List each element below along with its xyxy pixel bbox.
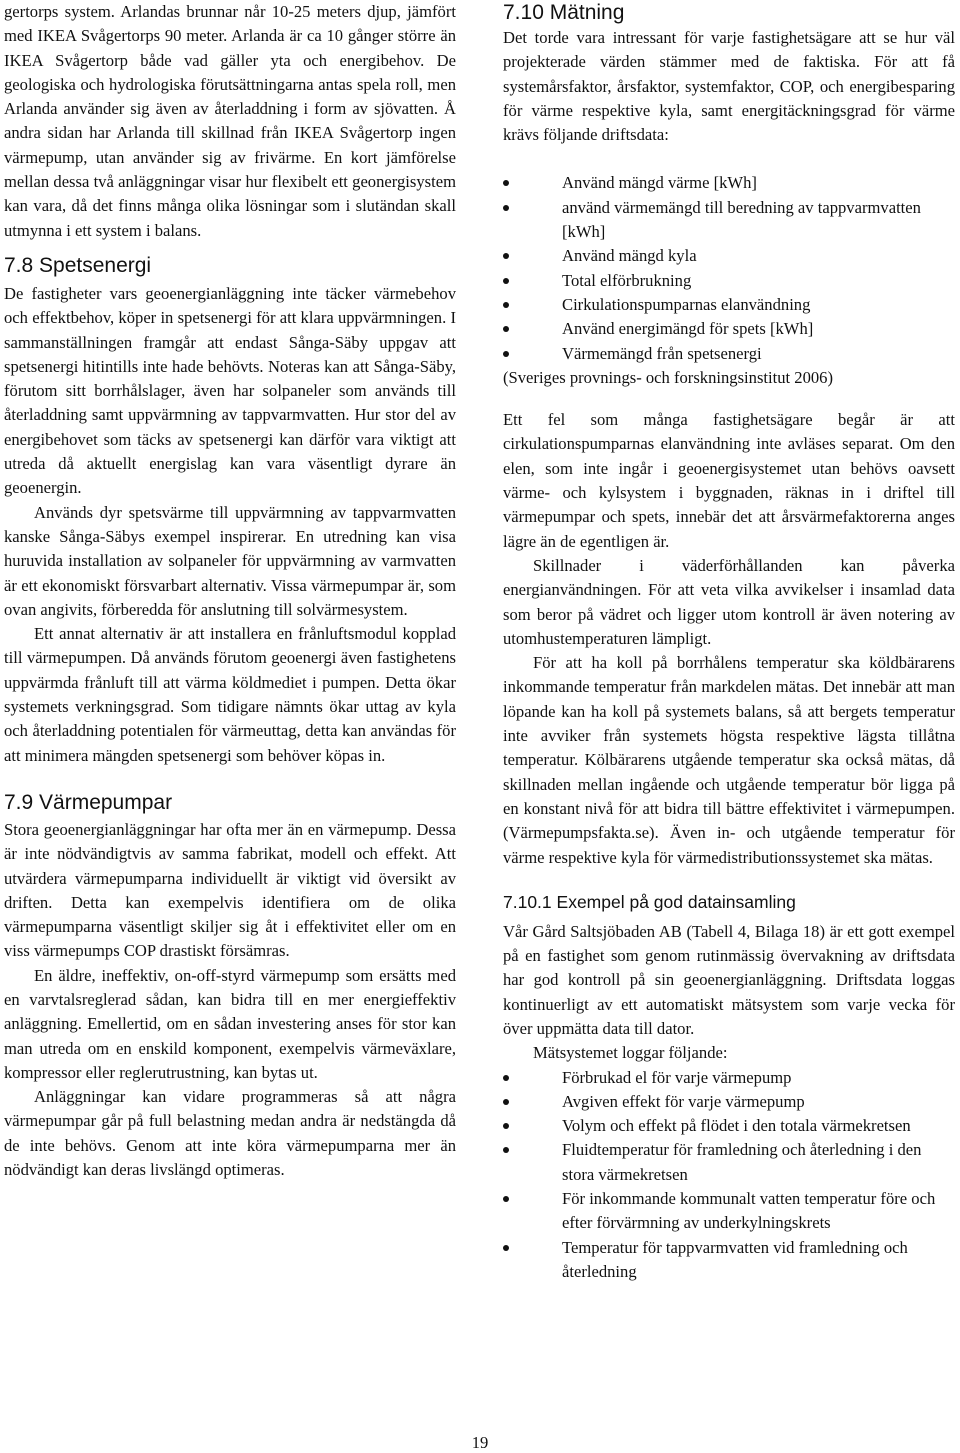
list-item: Använd mängd kyla (503, 244, 955, 268)
driftsdata-list (503, 171, 955, 365)
list-item: Total elförbrukning (503, 269, 955, 293)
paragraph-7-8-2: Används dyr spetsvärme till uppvärmning av tappvarmvatten kanske Sånga-Säbys exempel inspirerar. En utredning kan visa huruvida installation av solpaneler för uppvärmning av varmvatten är ett ekonomiskt försvarbart alternativ. Vissa värmepumpar är, som ovan angivits, förberedda för anslutning till solvärmesystem. (4, 502, 456, 619)
list-item: Värmemängd från spetsenergi (503, 342, 955, 366)
paragraph-intro: gertorps system. Arlandas brunnar når 10-25 meters djup, jämfört med IKEA Svågertorps 90 meter. Arlanda är ca 10 gånger större än IKEA Svågertorp både vad gäller yta och energibehov. De geologiska och hydrologiska förutsättningarna antas spela roll, men Arlanda använder sig även av återladdning i form av sjövatten. Å andra sidan har Arlanda till skillnad från IKEA Svågertorp ingen värmepump, utan använder sig av frivärme. En kort jämförelse mellan dessa två anläggningar visar hur flexibelt ett geonergisystem kan vara, då det finns många olika lösningar som i slutändan skall utmynna i ett system i balans. (4, 2, 456, 240)
source-citation: (Sveriges provnings- och forskningsinstitut 2006) (503, 367, 834, 387)
paragraph-7-10-1: Det torde vara intressant för varje fastighetsägare att se hur väl projekterade värden stämmer med de faktiska. För att få systemårsfaktor, årsfaktor, systemfaktor, COP, och energibesparing för värme respektive kyla, samt energitäckningsgrad för värme krävs följande driftsdata: (503, 28, 955, 145)
paragraph-7-9-2: En äldre, ineffektiv, on-off-styrd värmepump som ersätts med en varvtalsreglerad sådan, kan bidra till en mer energieffektiv anläggning. Emellertid, om en sådan investering anses för stor kan man utreda om en enskild komponent, exempelvis värmeväxlare, kompressor eller reglerutrustning, kan bytas ut. (4, 965, 456, 1082)
right-column (503, 0, 955, 1284)
matsystem-list (503, 1066, 955, 1285)
list-item: Volym och effekt på flödet i den totala värmekretsen (503, 1114, 955, 1138)
paragraph-7-9-3: Anläggningar kan vidare programmeras så att några värmepumpar går på full belastning medan andra är nedstängda då de inte behövs. Genom att inte köra värmepumparna mer än nödvändigt kan deras livslängd optimeras. (4, 1087, 456, 1180)
heading-7-8-spetsenergi: 7.8 Spetsenergi (4, 253, 152, 277)
paragraph-7-10-1-1: Vår Gård Saltsjöbaden AB (Tabell 4, Bilaga 18) är ett gott exempel på en fastighet som genom rutinmässig övervakning av driftsdata har god kontroll på sin geoenergianläggning. Driftsdata loggas kontinuerligt av ett automatiskt mätsystem som varje vecka för över uppmätta data till dator. (503, 921, 955, 1038)
list-item: Temperatur för tappvarmvatten vid framledning och återledning (503, 1236, 955, 1285)
paragraph-7-10-4: För att ha koll på borrhålens temperatur ska köldbärarens inkommande temperatur från markdelen mätas. Det innebär att man löpande kan ha koll på systemets balans, så att bergets temperatur inte avviker från systemets högsta respektive lägsta tillåtna temperatur. Kölbärarens utgående temperatur ska också mätas, då skillnaden mellan ingående och utgående temperatur bör ligga på en konstant nivå för att bidra till bättre effektivitet i värmepumpen. (Värmepumpsfakta.se). Även in- och utgående temperatur för värme respektive kyla för värmedistributionssystemet ska mätas. (503, 653, 955, 867)
list-item: Cirkulationspumparnas elanvändning (503, 293, 955, 317)
list-item: Använd energimängd för spets [kWh] (503, 317, 955, 341)
paragraph-7-8-1: De fastigheter vars geoenergianläggning inte täcker värmebehov och effektbehov, köper in spetsenergi för att klara uppvärmningen. I sammanställningen framgår att endast Sånga-Säby uppgav att spetsenergi hitintills inte hade behövts. Noteras kan att Sånga-Säby, förutom sitt borrhålslager, även har solpaneler som används till återladdning samt uppvärmning av tappvarmvatten. Hur stor del av energibehovet som täcks av spetsenergi kan därför vara viktigt att utreda då aktuellt energislag kan vara väsentligt dyrare än geoenergin. (4, 283, 456, 498)
paragraph-7-8-3: Ett annat alternativ är att installera en frånluftsmodul kopplad till värmepumpen. Då används förutom geoenergi även fastighetens uppvärmda frånluft till att värma köldmediet i pumpen. Detta ökar systemets verkningsgrad. Som tidigare nämnts ökar uttag av kyla och återladdning potentialen för värmeuttag, detta kan användas för att minimera mängden spetsenergi som behöver köpas in. (4, 624, 456, 765)
list-item: För inkommande kommunalt vatten temperatur före och efter förvärmning av underkylningskrets (503, 1187, 955, 1236)
paragraph-7-10-1-2: Mätsystemet loggar följande: (533, 1043, 728, 1063)
list-item: Använd mängd värme [kWh] (503, 171, 955, 195)
list-item: Avgiven effekt för varje värmepump (503, 1090, 955, 1114)
heading-7-9-varmepumpar: 7.9 Värmepumpar (4, 790, 173, 814)
paragraph-7-10-3: Skillnader i väderförhållanden kan påverka energianvändningen. För att veta vilka avvikelser i insamlad data som beror på vädret och ligger utom kontroll är även notering av utomhustemperaturen lämpligt. (503, 555, 955, 648)
page-number: 19 (471, 1433, 489, 1452)
list-item: använd värmemängd till beredning av tappvarmvatten [kWh] (503, 196, 955, 245)
heading-7-10-matning: 7.10 Mätning (503, 1, 625, 24)
left-column (4, 0, 456, 1182)
paragraph-7-10-2: Ett fel som många fastighetsägare begår är att cirkulationspumparnas elanvändning inte avläses separat. Om den elen, som inte ingår i geoenergisystemet utan behövs oavsett värme- och kylsystem i byggnaden, räknas in i driftel till värmepumpar och spets, innebär det att årsvärmefaktorerna anges lägre än de egentligen är. (503, 410, 955, 551)
heading-7-10-1-exempel: 7.10.1 Exempel på god datainsamling (503, 891, 796, 912)
list-item: Förbrukad el för varje värmepump (503, 1066, 955, 1090)
paragraph-7-9-1: Stora geoenergianläggningar har ofta mer än en värmepump. Dessa är inte nödvändigtvis av samma fabrikat, modell och effekt. Att utvärdera värmepumparna individuellt är viktigt vid översikt av driften. Detta kan exempelvis identifiera om de olika värmepumparna väsentligt skiljer sig åt i effektivitet eller om en viss värmepumps COP drastiskt försämras. (4, 819, 456, 961)
list-item: Fluidtemperatur för framledning och återledning i den stora värmekretsen (503, 1138, 955, 1187)
